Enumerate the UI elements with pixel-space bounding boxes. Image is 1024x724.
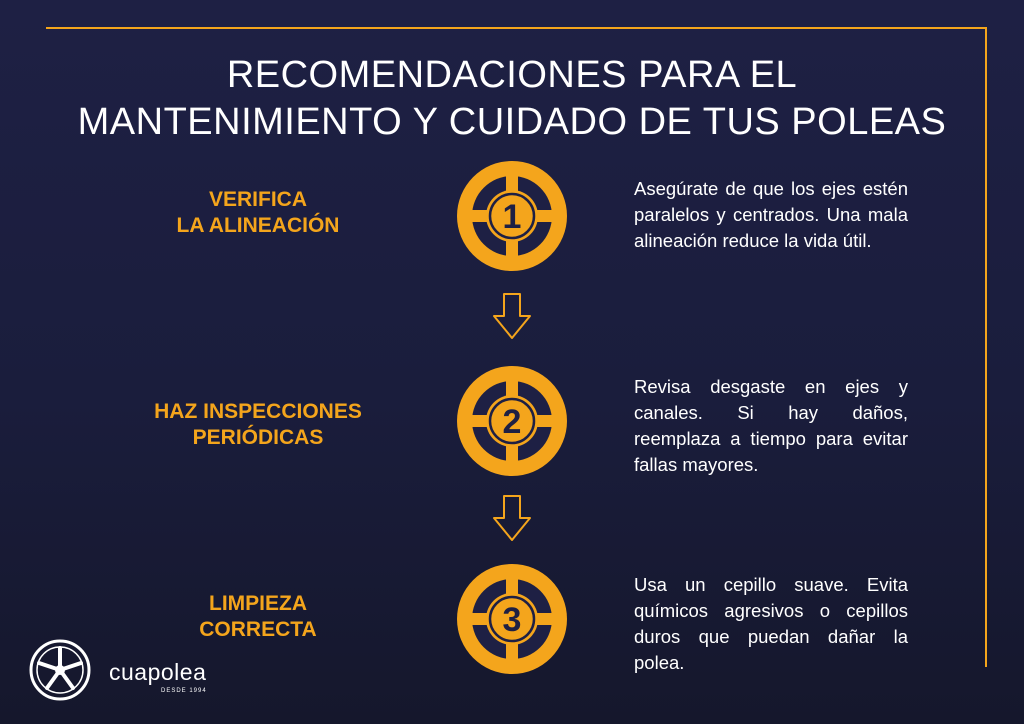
pulley-icon xyxy=(456,365,568,477)
frame-top-line xyxy=(46,27,986,29)
logo-wordmark: cuapolea xyxy=(109,659,207,685)
page-title xyxy=(40,52,984,146)
wheel-logo-icon xyxy=(27,637,93,703)
step-1-title: VERIFICA LA ALINEACIÓN xyxy=(176,188,340,237)
step-2-title: HAZ INSPECCIONES PERIÓDICAS xyxy=(154,400,362,449)
title-line-2: MANTENIMIENTO Y CUIDADO DE TUS POLEAS xyxy=(77,101,947,143)
frame-right-line xyxy=(985,27,987,667)
step-3-description: Usa un cepillo suave. Evita químicos agresivos o cepillos duros que puedan dañar la polea. xyxy=(634,574,908,673)
arrow-down-icon xyxy=(492,292,532,340)
brand-logo xyxy=(27,637,207,703)
logo-tagline: DESDE 1994 xyxy=(161,688,207,694)
title-line-1: RECOMENDACIONES PARA EL xyxy=(226,54,798,96)
step-2-number: 2 xyxy=(502,403,522,441)
step-1-description: Asegúrate de que los ejes estén paralelos y centrados. Una mala alineación reduce la vida útil. xyxy=(634,178,908,251)
step-3-title: LIMPIEZA CORRECTA xyxy=(199,592,317,641)
step-3-number: 3 xyxy=(502,601,522,639)
pulley-icon xyxy=(456,160,568,272)
step-2-description: Revisa desgaste en ejes y canales. Si hay daños, reemplaza a tiempo para evitar fallas mayores. xyxy=(634,376,908,475)
step-1-number: 1 xyxy=(502,198,522,236)
arrow-down-icon xyxy=(492,494,532,542)
pulley-icon xyxy=(456,563,568,675)
